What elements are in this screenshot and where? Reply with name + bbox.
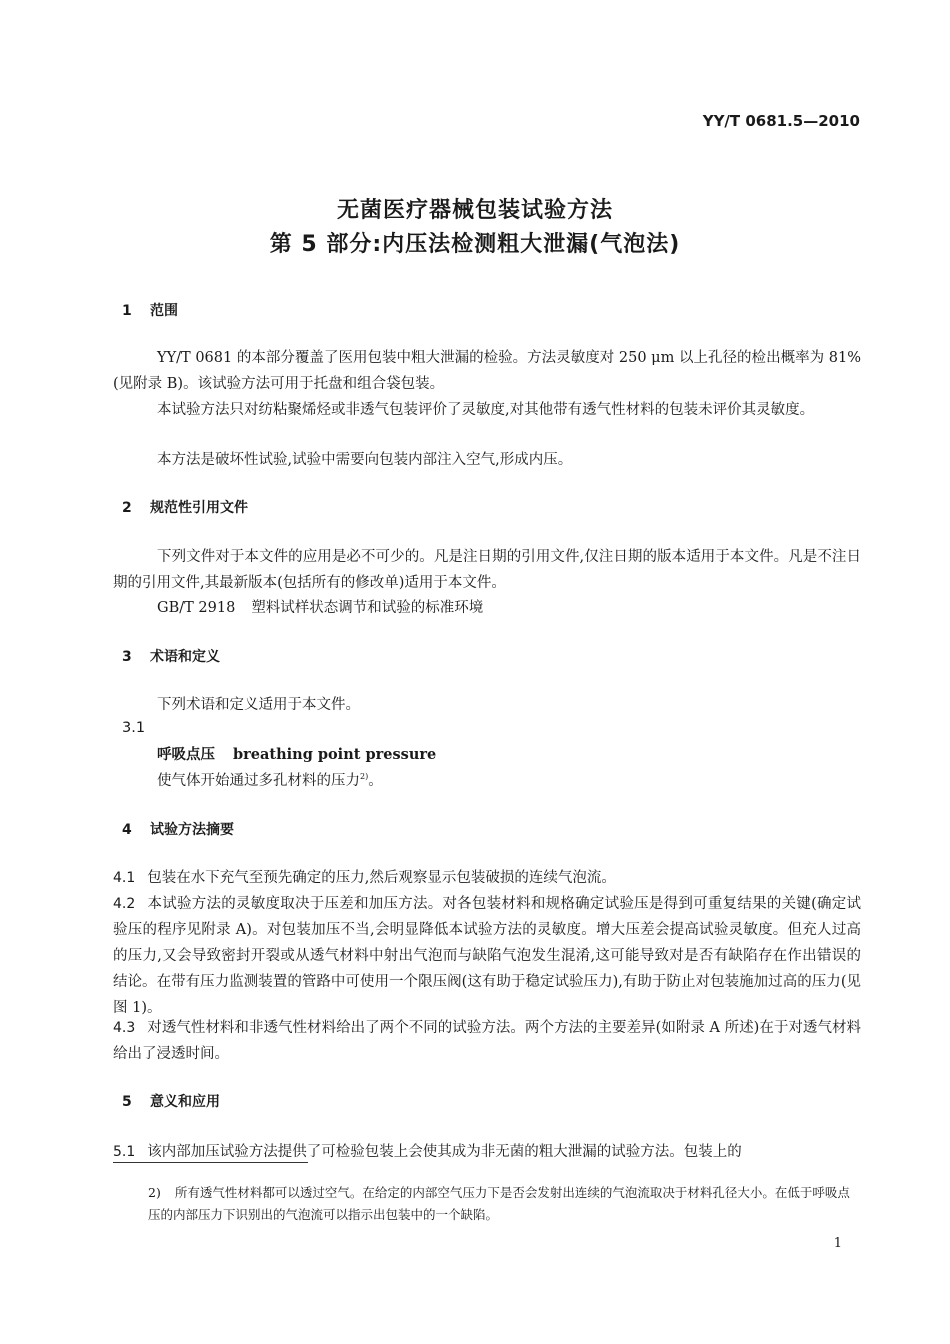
term-chinese: 呼吸点压	[157, 747, 215, 763]
clause-number: 4.1	[113, 870, 136, 886]
section-title: 试验方法摘要	[150, 822, 234, 838]
document-title-line2: 第 5 部分:内压法检测粗大泄漏(气泡法)	[269, 232, 681, 257]
section-1-paragraph-3: 本方法是破坏性试验,试验中需要向包装内部注入空气,形成内压。	[157, 452, 573, 468]
section-5-heading	[122, 1091, 220, 1111]
reference-title: 塑料试样状态调节和试验的标准环境	[251, 600, 484, 616]
section-title: 范围	[150, 303, 178, 319]
definition-text: 使气体开始通过多孔材料的压力	[157, 773, 360, 789]
footnote-mark: 2)	[148, 1185, 161, 1200]
clause-4-1	[113, 865, 861, 891]
definition-end: 。	[368, 773, 383, 789]
section-number: 1	[122, 303, 132, 319]
term-entry	[157, 743, 436, 764]
clause-number: 4.2	[113, 896, 136, 912]
section-title: 规范性引用文件	[150, 500, 248, 516]
clause-4-3	[113, 1015, 861, 1067]
section-number: 2	[122, 500, 132, 516]
term-english: breathing point pressure	[233, 746, 437, 763]
section-title: 意义和应用	[150, 1094, 220, 1110]
term-definition	[157, 769, 383, 790]
section-number: 5	[122, 1094, 132, 1110]
footnote-separator	[113, 1162, 308, 1163]
clause-number: 5.1	[113, 1144, 136, 1160]
section-number: 4	[122, 822, 132, 838]
footnote	[148, 1182, 862, 1226]
clause-number: 4.3	[113, 1020, 136, 1036]
normative-reference	[157, 595, 857, 621]
section-title: 术语和定义	[150, 649, 220, 665]
page-number: 1	[833, 1236, 842, 1251]
footnote-text: 所有透气性材料都可以透过空气。在给定的内部空气压力下是否会发射出连续的气泡流取决于材料孔径大小。在低于呼吸点压的内部压力下识别出的气泡流可以指示出包装中的一个缺陷。	[148, 1185, 850, 1222]
subclause-3-1-number: 3.1	[122, 720, 146, 736]
section-2-paragraph-1: 下列文件对于本文件的应用是必不可少的。凡是注日期的引用文件,仅注日期的版本适用于本文件。凡是不注日期的引用文件,其最新版本(包括所有的修改单)适用于本文件。	[113, 549, 861, 591]
clause-text: 该内部加压试验方法提供了可检验包装上会使其成为非无菌的粗大泄漏的试验方法。包装上的	[147, 1144, 742, 1160]
document-title-line1: 无菌医疗器械包装试验方法	[336, 198, 613, 223]
footnote-reference: 2)	[360, 772, 369, 782]
section-3-heading	[122, 646, 220, 666]
section-3-paragraph-1: 下列术语和定义适用于本文件。	[157, 697, 360, 713]
clause-4-2	[113, 891, 861, 1021]
section-1-paragraph-2: 本试验方法只对纺粘聚烯烃或非透气包装评价了灵敏度,对其他带有透气性材料的包装未评价其灵敏度。	[157, 402, 815, 418]
reference-code: GB/T 2918	[157, 600, 236, 616]
section-1-paragraph-1: YY/T 0681 的本部分覆盖了医用包装中粗大泄漏的检验。方法灵敏度对 250 μm 以上孔径的检出概率为 81%(见附录 B)。该试验方法可用于托盘和组合袋包装。	[113, 350, 861, 392]
clause-text: 本试验方法的灵敏度取决于压差和加压方法。对各包装材料和规格确定试验压是得到可重复结果的关键(确定试验压的程序见附录 A)。对包装加压不当,会明显降低本试验方法的灵敏度。增大压差会提高试验灵敏度。但充人过高的压力,又会导致密封开裂或从透气材料中射出气泡而与缺陷气泡发生混淆,这可能导致对是否有缺陷存在作出错误的结论。在带有压力监测装置的管路中可使用一个限压阀(这有助于稳定试验压力),有助于防止对包装施加过高的压力(见图 1)。	[113, 896, 861, 1016]
section-4-heading	[122, 819, 234, 839]
section-number: 3	[122, 649, 132, 665]
clause-text: 包装在水下充气至预先确定的压力,然后观察显示包装破损的连续气泡流。	[147, 870, 616, 886]
section-1-heading	[122, 300, 178, 320]
clause-text: 对透气性材料和非透气性材料给出了两个不同的试验方法。两个方法的主要差异(如附录 A 所述)在于对透气材料给出了浸透时间。	[113, 1020, 861, 1062]
standard-code: YY/T 0681.5—2010	[702, 112, 860, 130]
section-2-heading	[122, 497, 248, 517]
